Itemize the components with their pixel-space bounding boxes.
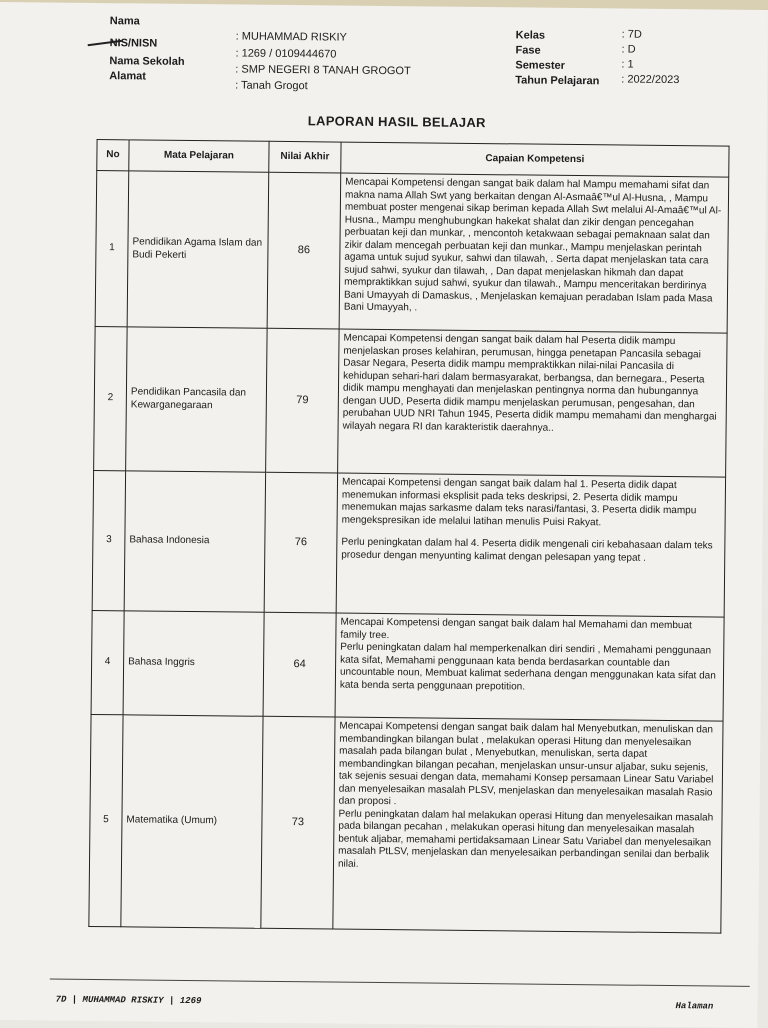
row-competency (335, 613, 724, 721)
student-name: : MUHAMMAD RISKIY (235, 30, 347, 44)
competency-needs-improvement: Perlu peningkatan dalam hal 4. Peserta didik mengenali ciri kebahasaan dalam teks prosedur dengan menyunting kalimat dengan pelesapan yang tepat . (341, 536, 713, 564)
row-score: 79 (266, 328, 340, 473)
class-value: : 7D (621, 28, 642, 41)
footer-divider (50, 979, 750, 987)
phase-label: Fase (515, 44, 541, 57)
student-address: : Tanah Grogot (235, 79, 308, 93)
table-row (92, 470, 725, 617)
header-no: No (97, 140, 129, 171)
row-subject: Pendidikan Agama Islam dan Budi Pekerti (127, 171, 269, 328)
table-row (95, 171, 729, 334)
row-subject: Bahasa Inggris (123, 611, 264, 716)
phase-value: : D (621, 43, 636, 56)
row-competency (333, 717, 723, 933)
competency-achieved: Mencapai Kompetensi dengan sangat baik dalam hal 1. Peserta didik dapat menemukan informasi eksplisit pada teks deskripsi, 2. Peserta didik mampu menemukan majas sarkasme dalam teks narasi/fantasi, 3. Peserta didik mampu mengekspresikan ide melalui latihan menulis Puisi Rakyat. (341, 476, 697, 528)
class-label: Kelas (515, 29, 546, 42)
row-subject: Matematika (Umum) (121, 715, 263, 928)
competency-needs-improvement: Perlu peningkatan dalam hal memperkenalkan diri sendiri , Memahami penggunaan kata sifat, Memahami penggunaan kata benda berdasarkan countable dan uncountable noun, Membuat kalimat sederhana dengan menggunakan kata sifat dan kata benda serta penggunaan prepotition. (339, 641, 716, 693)
grades-table (88, 139, 729, 934)
header-competency: Capaian Kompetensi (341, 142, 729, 177)
report-title: LAPORAN HASIL BELAJAR (307, 113, 486, 131)
address-label: Alamat (109, 70, 146, 83)
school-label: Nama Sekolah (109, 55, 185, 68)
row-competency (339, 173, 729, 333)
name-label: Nama (109, 15, 140, 28)
row-score: 76 (264, 472, 337, 613)
semester-value: : 1 (621, 58, 634, 71)
table-row (89, 714, 723, 933)
year-value: : 2022/2023 (621, 73, 680, 87)
header-subject: Mata Pelajaran (129, 140, 269, 172)
row-subject: Pendidikan Pancasila dan Kewarganegaraan (126, 327, 268, 472)
competency-needs-improvement: Perlu peningkatan dalam hal melakukan operasi Hitung dan menyelesaikan masalah pada bilangan pecahan , melakukan operasi hitung dan menyelesaikan masalah bentuk aljabar, memahami pertidaksamaan Linear Satu Variabel dan menyelesaikan masalah PtLSV, menjelaskan dan menyelesaikan perbandingan senilai dan berbalik nilai. (337, 808, 714, 870)
row-score: 73 (261, 716, 335, 929)
year-label: Tahun Pelajaran (515, 74, 600, 88)
footer-page-label: Halaman (675, 1001, 714, 1012)
report-page (0, 2, 768, 1028)
competency-achieved: Mencapai Kompetensi dengan sangat baik dalam hal Memahami dan membuat family tree. (340, 616, 692, 641)
row-competency (338, 329, 727, 477)
row-subject: Bahasa Indonesia (124, 471, 265, 612)
row-score: 64 (263, 612, 336, 717)
row-competency (336, 473, 725, 617)
semester-label: Semester (515, 59, 565, 72)
row-no: 4 (91, 610, 124, 714)
row-score: 86 (267, 172, 341, 329)
header-score: Nilai Akhir (269, 141, 341, 173)
student-school: : SMP NEGERI 8 TANAH GROGOT (235, 63, 411, 78)
row-no: 5 (89, 714, 123, 926)
table-row (91, 610, 724, 721)
nisn-label: NIS/NISN (109, 37, 158, 50)
footer-student-info: 7D | MUHAMMAD RISKIY | 1269 (55, 994, 202, 1007)
competency-achieved: Mencapai Kompetensi dengan sangat baik dalam hal Mampu memahami sifat dan makna nama Allah Swt yang berkaitan dengan Al-Asmaâ€™ul Al-Husna, , Mampu membuat poster mengenai sikap beriman kepada Allah Swt melalui Al-Amaâ€™ul Al-Husna., Mampu menghubungkan hakekat shalat dan zikir dengan pencegahan perbuatan keji dan munkar, , mencontoh ketakwaan sebagai pemaknaan salat dan zikir dalam mencegah perbuatan keji dan munkar., Mampu menjelaskan perintah agama untuk sujud syukur, sahwi dan tilawah, . Serta dapat menjelaskan tata cara sujud sahwi, syukur dan tilawah, , Dan dapat menjelaskan hikmah dan dapat mempraktikkan sujud sahwi, syukur dan tilawah., Mampu menceritakan berdirinya Bani Umayyah di Damaskus, , Menjelaskan kemajuan peradaban Islam pada Masa Bani Umayyah, . (343, 176, 722, 314)
table-row (94, 326, 727, 477)
row-no: 2 (94, 326, 128, 470)
competency-achieved: Mencapai Kompetensi dengan sangat baik dalam hal Menyebutkan, menuliskan dan membandingkan bilangan bulat , melakukan operasi Hitung dan menyelesaikan masalah pada bilangan bulat , Menyebutkan, menuliskan, serta dapat membandingkan bilangan pecahan, menjelaskan unsur-unsur aljabar, suku sejenis, tak sejenis sesuai dengan data, memahami Konsep persamaan Linear Satu Variabel dan menyelesaikan masalah PLSV, menjelaskan dan menyelesaikan masalah Rasio dan proposi . (338, 720, 714, 808)
row-no: 1 (95, 171, 129, 327)
competency-achieved: Mencapai Kompetensi dengan sangat baik dalam hal Peserta didik mampu menjelaskan proses kelahiran, perumusan, hingga penetapan Pancasila sebagai Dasar Negara, Peserta didik mampu mempraktikkan nilai-nilai Pancasila di kehidupan sehari-hari dalam bermasyarakat, berbangsa, dan bernegara., Peserta didik mampu menghayati dan menjelaskan pentingnya norma dan hubungannya dengan UUD, Peserta didik mampu menjelaskan perumusan, pengesahan, dan perubahan UUD NRI Tahun 1945, Peserta didik mampu memahami dan menghargai wilayah negara RI dan karakteristik daerahnya.. (342, 332, 717, 434)
row-no: 3 (92, 470, 125, 610)
student-nisn: : 1269 / 0109444670 (235, 47, 337, 61)
